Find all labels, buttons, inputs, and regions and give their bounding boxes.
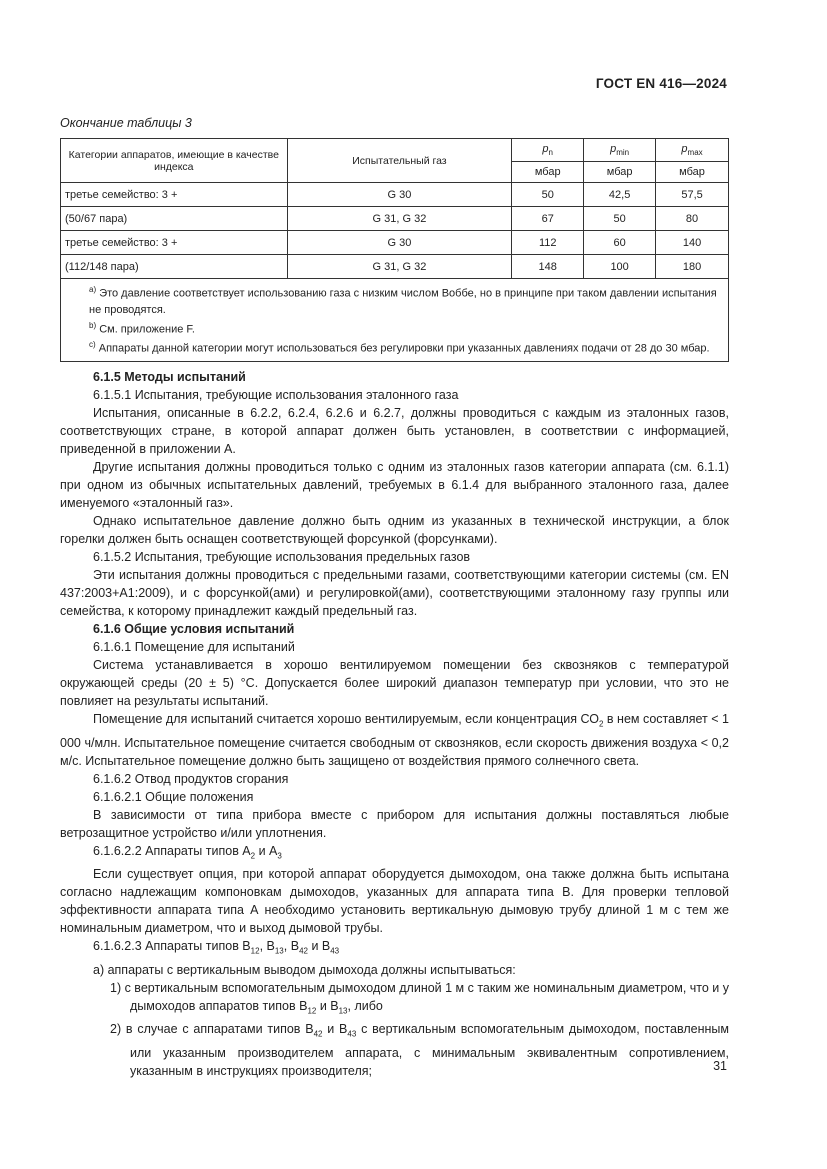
page-number: 31	[713, 1059, 727, 1073]
subsection-heading: 6.1.6.2 Отвод продуктов сгорания	[93, 771, 289, 786]
col-pmax-header: $p_{max}$	[656, 139, 729, 162]
paragraph: Однако испытательное давление должно быть одним из указанных в технической инструкции, а блок горелки должен быть оснащен соответствующей форсункой (форсунками).	[60, 514, 729, 546]
col-category-header: Категории аппаратов, имеющие в качестве индекса	[61, 139, 288, 183]
subsection-heading: 6.1.5.1 Испытания, требующие использования эталонного газа	[93, 388, 459, 402]
table-row: третье семейство: 3 + G 30 112 60 140	[61, 231, 729, 255]
table-header-row	[61, 139, 729, 162]
subsection-heading: 6.1.6.2.2 Аппараты типов $А_2$ и $А_3$	[93, 843, 282, 860]
document-id: ГОСТ EN 416—2024	[595, 76, 727, 91]
document-body	[60, 368, 729, 1080]
list-item: 1) с вертикальным вспомогательным дымоходом длиной 1 м с таким же номинальным диаметром, что и у дымоходов аппаратов типов $В_{12}$ и $В_{13}$, либо	[110, 980, 729, 1015]
paragraph: Помещение для испытаний считается хорошо вентилируемым, если концентрация $СО_2$ в нем составляет < 1 000 ч/млн. Испытательное помещение считается свободным от сквозняков, если скорость движения воздуха < 0,2 м/с. Испытательное помещение должно быть защищено от воздействия прямого солнечного света.	[60, 712, 730, 768]
footnote-a: $^{a)}$ Это давление соответствует использованию газа с низким числом Воббе, но в принципе при таком давлении испытания не проводятся.	[89, 285, 717, 316]
unit-pmin: мбар	[584, 162, 656, 183]
col-pmin-header: $p_{min}$	[584, 139, 656, 162]
subsection-heading: 6.1.6.1 Помещение для испытаний	[93, 640, 295, 654]
col-pn-header: $p_n$	[512, 139, 584, 162]
section-heading: 6.1.6 Общие условия испытаний	[93, 622, 295, 636]
table-row: третье семейство: 3 + G 30 50 42,5 57,5	[61, 183, 729, 207]
unit-pmax: мбар	[656, 162, 729, 183]
subsection-heading: 6.1.5.2 Испытания, требующие использования предельных газов	[93, 550, 471, 564]
footnote-c: $^{c)}$ Аппараты данной категории могут использоваться без регулировки при указанных давлениях подачи от 28 до 30 мбар.	[89, 340, 710, 355]
table-caption: Окончание таблицы 3	[60, 116, 192, 130]
table-row: (112/148 пара) G 31, G 32 148 100 180	[61, 255, 729, 279]
section-heading: 6.1.5 Методы испытаний	[93, 370, 246, 384]
paragraph: Другие испытания должны проводиться только с одним из эталонных газов категории аппарата (см. 6.1.1) при одном из обычных испытательных давлений, требуемых в 6.1.4 для выбранного эталонного газа, далее именуемого «эталонный газ».	[60, 460, 729, 510]
list-item: 2) в случае с аппаратами типов $В_{42}$ и $В_{43}$ с вертикальным вспомогательным дымоходом, поставленным или указанным производителем аппарата, с минимальным эквивалентным сопротивлением, указанным в инструкциях производителя;	[110, 1022, 729, 1078]
subsection-heading: 6.1.6.2.1 Общие положения	[93, 789, 254, 804]
unit-pn: мбар	[512, 162, 584, 183]
paragraph: Если существует опция, при которой аппарат оборудуется дымоходом, она также должна быть испытана согласно надлежащим компоновкам дымоходов, указанных для аппарата типа В. Для проверки тепловой эффективности аппарата типа А необходимо установить вертикальную дымовую трубу длиной 1 м с тем же номинальным диаметром, что и выход дымовой трубы.	[60, 867, 729, 935]
paragraph: В зависимости от типа прибора вместе с прибором для испытания должны поставляться любые ветрозащитное устройство и/или уплотнения.	[60, 807, 729, 840]
list-item: а) аппараты с вертикальным выводом дымохода должны испытываться:	[93, 962, 516, 977]
footnote-b: $^{b)}$ См. приложение F.	[89, 320, 195, 336]
table-footnotes	[61, 279, 729, 362]
subsection-heading: 6.1.6.2.3 Аппараты типов $В_{12}$, $В_{13}$, $В_{42}$ и $В_{43}$	[93, 939, 340, 956]
paragraph: Система устанавливается в хорошо вентилируемом помещении без сквозняков с температурой окружающей среды (20 ± 5) °С. Допускается более широкий диапазон температур при условии, что это не повлияет на результаты испытаний.	[60, 658, 729, 708]
paragraph: Эти испытания должны проводиться с предельными газами, соответствующими категории системы (см. EN 437:2003+A1:2009), и с форсункой(ами) и регулировкой(ами), соответствующими эталонному газу группы или семейства, к которому принадлежит каждый предельный газ.	[60, 568, 729, 618]
table-row: (50/67 пара) G 31, G 32 67 50 80	[61, 207, 729, 231]
col-gas-header: Испытательный газ	[287, 139, 512, 183]
paragraph: Испытания, описанные в 6.2.2, 6.2.4, 6.2.6 и 6.2.7, должны проводиться с каждым из эталонных газов, соответствующих стране, в которой аппарат должен быть установлен, в соответствии с информацией, приведенной в приложении А.	[60, 406, 729, 456]
table-3	[60, 138, 729, 362]
